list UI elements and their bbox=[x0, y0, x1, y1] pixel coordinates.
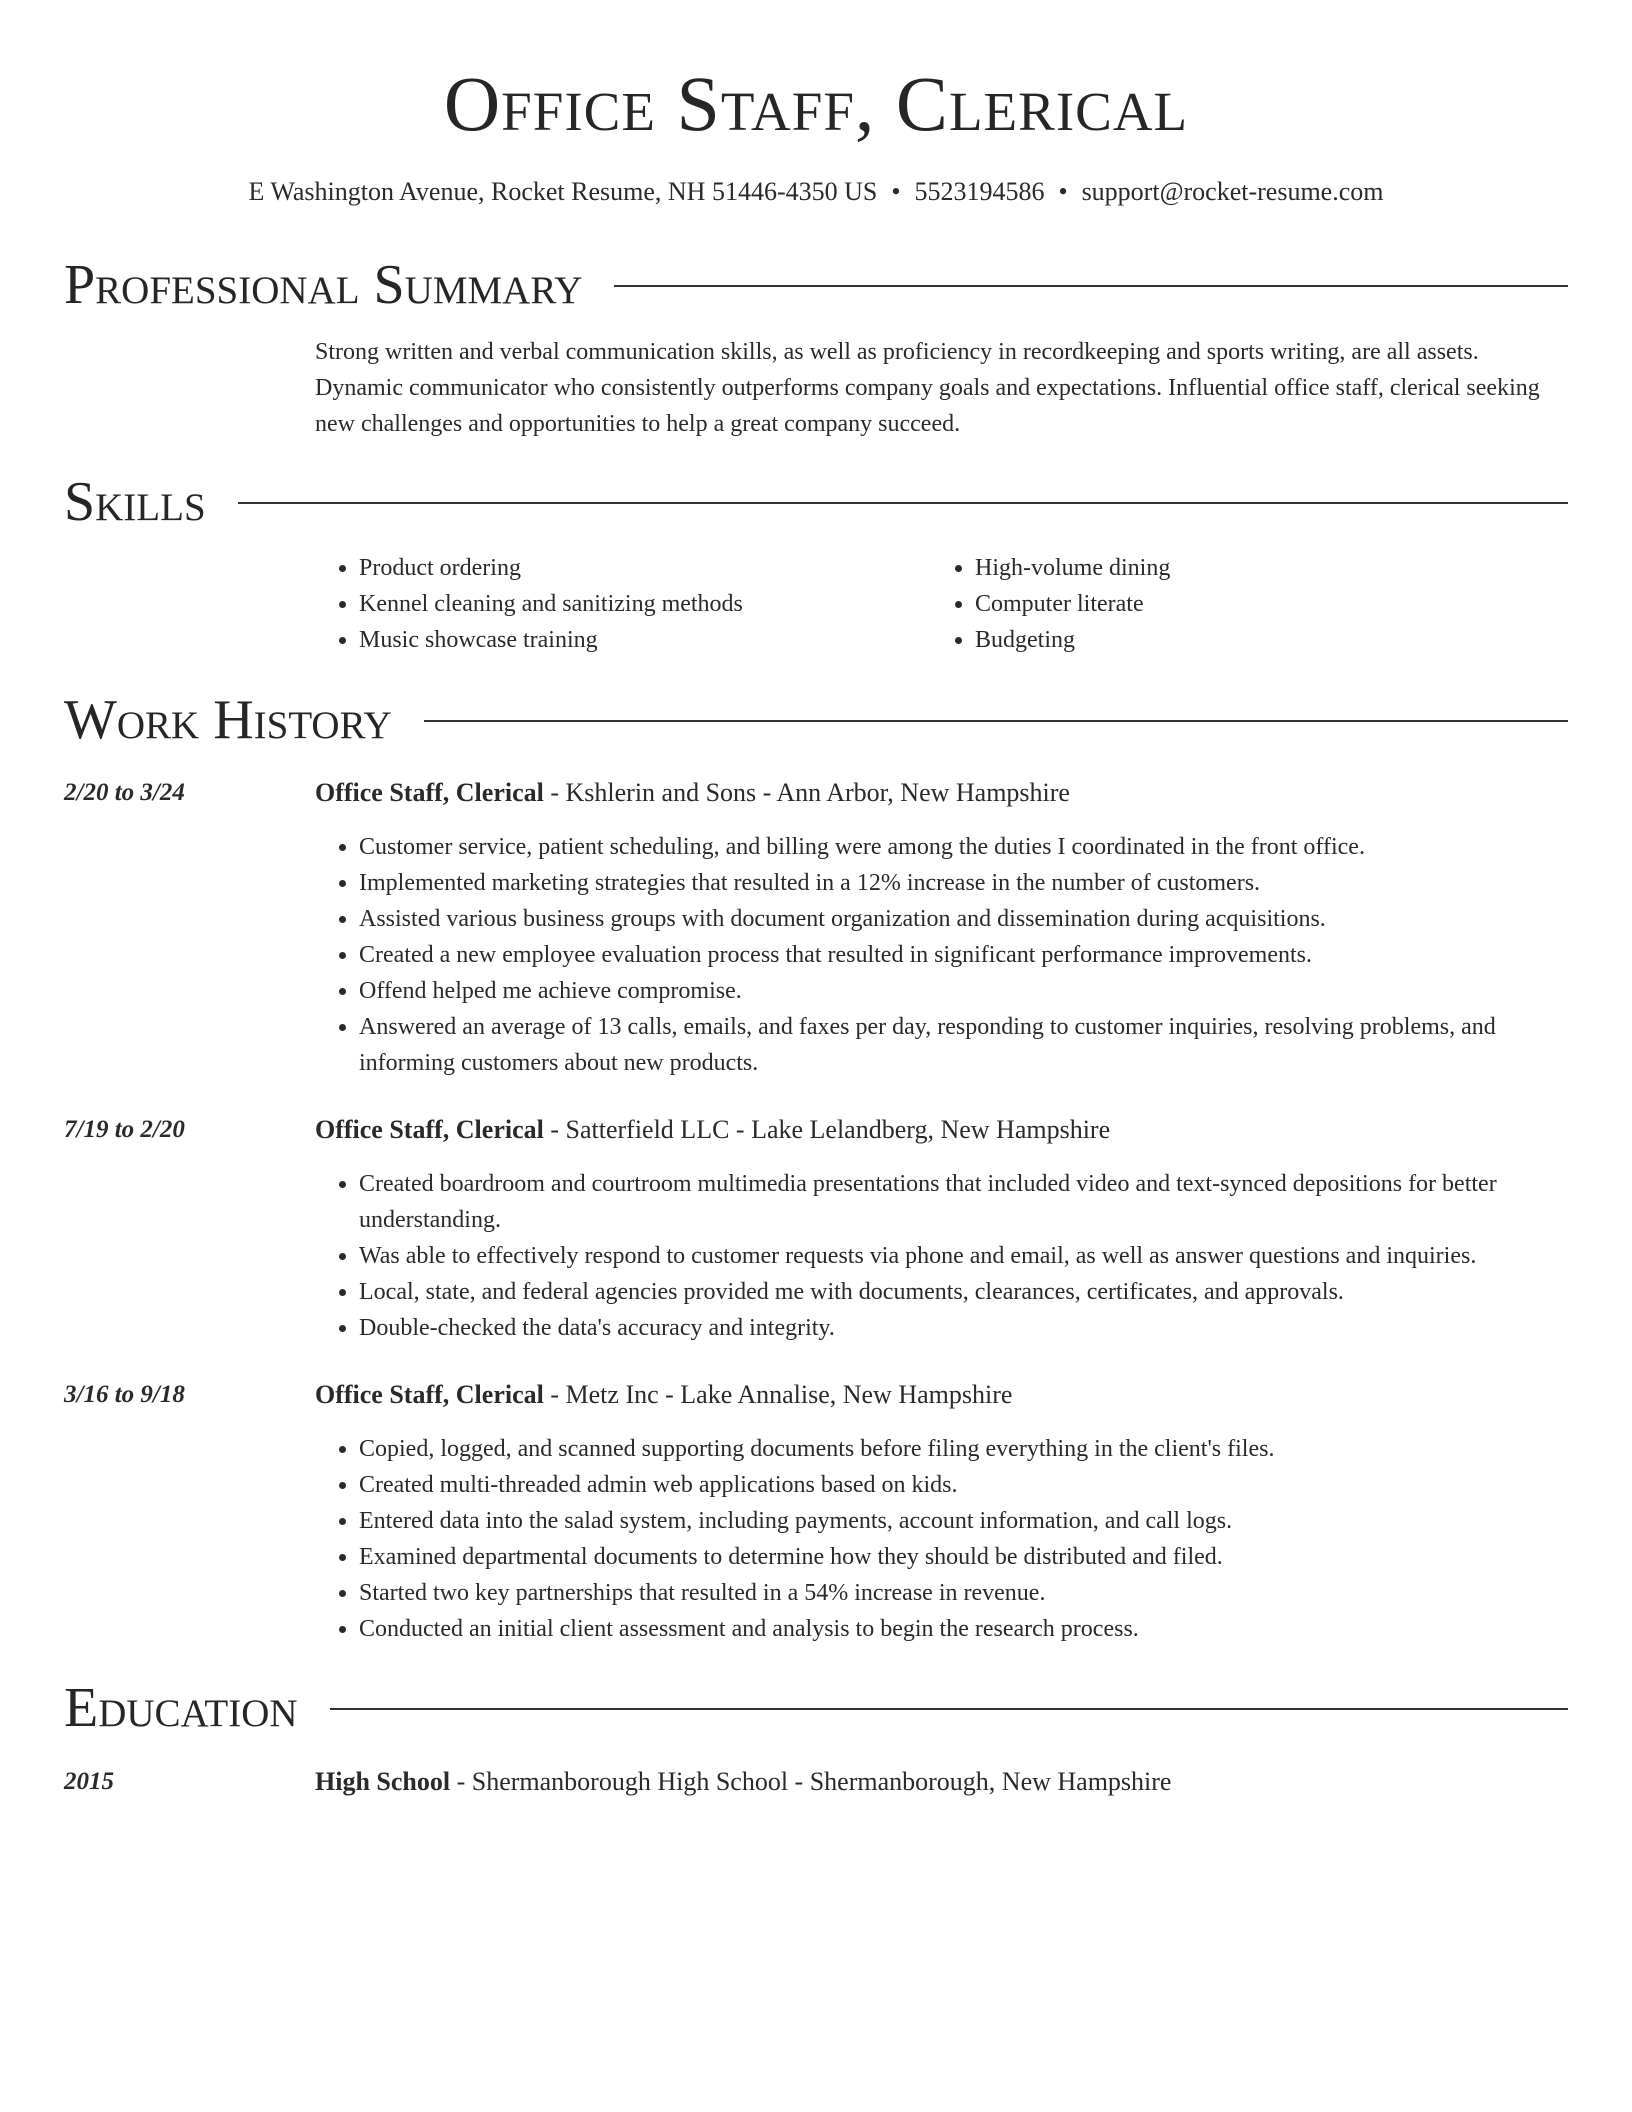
job-dates: 7/19 to 2/20 bbox=[64, 1116, 185, 1143]
section-divider bbox=[614, 285, 1568, 287]
skill-item: • High-volume dining bbox=[975, 550, 1547, 586]
section-divider bbox=[330, 1708, 1568, 1710]
education-section-title: Education bbox=[64, 1677, 298, 1739]
skills-column-right bbox=[931, 550, 1547, 658]
job-title: Office Staff, Clerical bbox=[315, 1380, 544, 1409]
job-dates: 3/16 to 9/18 bbox=[64, 1381, 185, 1408]
job-bullet: • Started two key partnerships that resulted in a 54% increase in revenue. bbox=[359, 1575, 1568, 1611]
skills-section-header bbox=[64, 467, 1568, 537]
skill-item: • Budgeting bbox=[975, 622, 1547, 658]
skills-section-title: Skills bbox=[64, 471, 206, 533]
job-bullets bbox=[315, 829, 1568, 1081]
job-bullet: • Copied, logged, and scanned supporting documents before filing everything in the client's files. bbox=[359, 1431, 1568, 1467]
education-heading bbox=[315, 1764, 1568, 1800]
job-bullet: • Was able to effectively respond to customer requests via phone and email, as well as answer questions and inquiries. bbox=[359, 1238, 1568, 1274]
section-divider bbox=[424, 720, 1568, 722]
job-employer: - Metz Inc - Lake Annalise, New Hampshire bbox=[543, 1380, 1013, 1409]
job-dates: 2/20 to 3/24 bbox=[64, 779, 185, 806]
summary-text: Strong written and verbal communication skills, as well as proficiency in recordkeeping and sports writing, are all assets. Dynamic communicator who consistently outperforms company goals and expectations. Influential office staff, clerical seeking new challenges and opportunities to help a great company succeed. bbox=[315, 339, 1540, 437]
job-heading bbox=[315, 1377, 1568, 1413]
contact-phone: 5523194586 bbox=[914, 177, 1045, 206]
job-bullet: • Customer service, patient scheduling, and billing were among the duties I coordinated in the front office. bbox=[359, 829, 1568, 865]
job-bullet: • Created boardroom and courtroom multimedia presentations that included video and text-synced depositions for better understanding. bbox=[359, 1166, 1568, 1238]
summary-section-header bbox=[64, 250, 1568, 320]
summary-section-title: Professional Summary bbox=[64, 254, 583, 316]
contact-separator: • bbox=[891, 177, 901, 206]
job-heading bbox=[315, 1112, 1568, 1148]
job-bullet: • Entered data into the salad system, including payments, account information, and call logs. bbox=[359, 1503, 1568, 1539]
job-bullet: • Offend helped me achieve compromise. bbox=[359, 973, 1568, 1009]
contact-address: E Washington Avenue, Rocket Resume, NH 51446-4350 US bbox=[248, 177, 878, 206]
work-section-header bbox=[64, 685, 1568, 755]
job-bullet: • Conducted an initial client assessment and analysis to begin the research process. bbox=[359, 1611, 1568, 1647]
skills-list bbox=[315, 550, 1568, 658]
job-title: Office Staff, Clerical bbox=[315, 1115, 544, 1144]
job-title: Office Staff, Clerical bbox=[315, 778, 544, 807]
job-bullet: • Created multi-threaded admin web applications based on kids. bbox=[359, 1467, 1568, 1503]
job-bullets bbox=[315, 1431, 1568, 1647]
job-bullet: • Implemented marketing strategies that resulted in a 12% increase in the number of customers. bbox=[359, 865, 1568, 901]
job-bullet: • Created a new employee evaluation process that resulted in significant performance improvements. bbox=[359, 937, 1568, 973]
job-bullet: • Assisted various business groups with document organization and dissemination during acquisitions. bbox=[359, 901, 1568, 937]
education-section-header bbox=[64, 1673, 1568, 1743]
work-section-title: Work History bbox=[64, 689, 392, 751]
job-heading bbox=[315, 775, 1568, 811]
education-degree: High School bbox=[315, 1767, 451, 1796]
skill-item: • Computer literate bbox=[975, 586, 1547, 622]
contact-line bbox=[64, 174, 1568, 210]
skill-item: • Kennel cleaning and sanitizing methods bbox=[359, 586, 931, 622]
contact-separator: • bbox=[1058, 177, 1068, 206]
education-year: 2015 bbox=[64, 1768, 114, 1795]
job-bullet: • Examined departmental documents to determine how they should be distributed and filed. bbox=[359, 1539, 1568, 1575]
job-bullet: • Answered an average of 13 calls, emails, and faxes per day, responding to customer inquiries, resolving problems, and informing customers about new products. bbox=[359, 1009, 1568, 1081]
skill-item: • Music showcase training bbox=[359, 622, 931, 658]
skill-item: • Product ordering bbox=[359, 550, 931, 586]
job-employer: - Satterfield LLC - Lake Lelandberg, New Hampshire bbox=[543, 1115, 1111, 1144]
contact-email: support@rocket-resume.com bbox=[1081, 177, 1384, 206]
candidate-name: Office Staff, Clerical bbox=[443, 60, 1189, 147]
section-divider bbox=[238, 502, 1568, 504]
job-bullet: • Double-checked the data's accuracy and integrity. bbox=[359, 1310, 1568, 1346]
job-employer: - Kshlerin and Sons - Ann Arbor, New Hampshire bbox=[543, 778, 1070, 807]
education-school: - Shermanborough High School - Shermanborough, New Hampshire bbox=[450, 1767, 1172, 1796]
job-bullets bbox=[315, 1166, 1568, 1346]
job-bullet: • Local, state, and federal agencies provided me with documents, clearances, certificates, and approvals. bbox=[359, 1274, 1568, 1310]
skills-column-left bbox=[315, 550, 931, 658]
